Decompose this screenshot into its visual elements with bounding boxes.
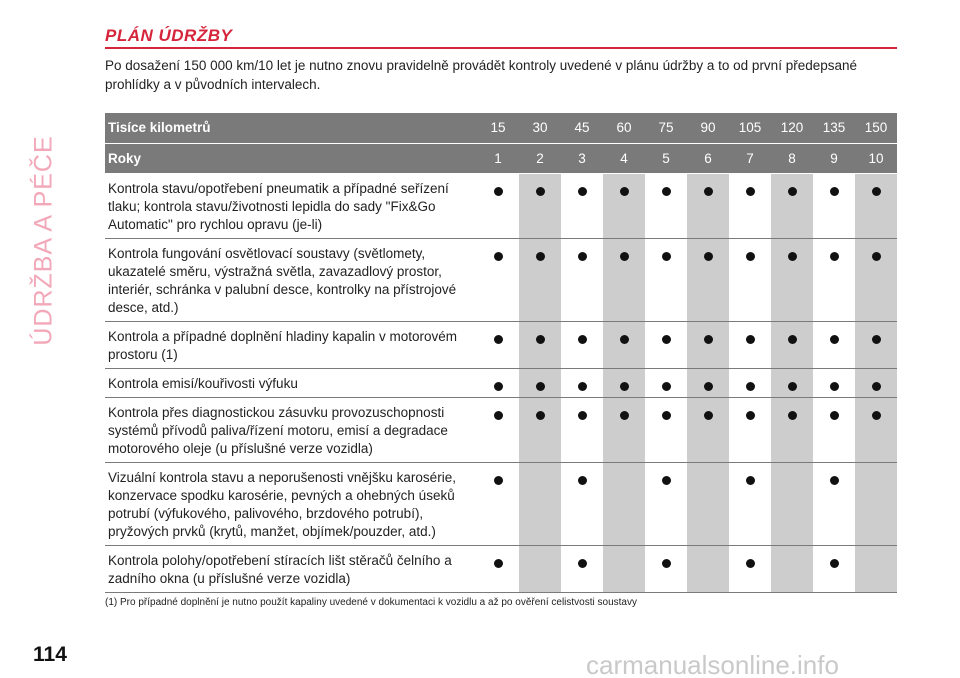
interval-cell [855,462,897,545]
table-row-label: Kontrola stavu/opotřebení pneumatik a případné seřízení tlaku; kontrola stavu/životnosti lepidla do sady "Fix&Go Automatic" pro rychlou opravu (je-li) [105,173,477,238]
interval-cell [729,397,771,462]
check-dot-icon [494,411,503,420]
check-dot-icon [830,382,839,391]
interval-cell [519,397,561,462]
header-row-years-cell: 2 [519,143,561,173]
interval-cell [645,545,687,592]
interval-cell [561,397,603,462]
check-dot-icon [830,335,839,344]
header-row-km-cell: 75 [645,113,687,143]
header-row-km [105,113,897,143]
header-row-years [105,143,897,173]
check-dot-icon [872,252,881,261]
interval-cell [729,545,771,592]
page-heading: PLÁN ÚDRŽBY [105,26,897,49]
check-dot-icon [872,187,881,196]
check-dot-icon [494,476,503,485]
header-row-years-label: Roky [105,143,477,173]
intro-paragraph: Po dosažení 150 000 km/10 let je nutno znovu pravidelně provádět kontroly uvedené v plánu údržby a to od první předepsané prohlídky a v původních intervalech. [105,58,858,92]
check-dot-icon [536,411,545,420]
check-dot-icon [746,382,755,391]
interval-cell [687,368,729,397]
interval-cell [603,321,645,368]
interval-cell [687,462,729,545]
check-dot-icon [536,382,545,391]
table-row [105,238,897,321]
interval-cell [729,321,771,368]
header-row-years-cell: 1 [477,143,519,173]
interval-cell [561,321,603,368]
check-dot-icon [830,476,839,485]
check-dot-icon [788,187,797,196]
header-row-years-cell: 10 [855,143,897,173]
header-row-km-cell: 45 [561,113,603,143]
check-dot-icon [620,411,629,420]
header-row-km-cell: 135 [813,113,855,143]
interval-cell [813,368,855,397]
check-dot-icon [494,382,503,391]
interval-cell [687,321,729,368]
interval-cell [603,397,645,462]
interval-cell [855,238,897,321]
interval-cell [561,462,603,545]
check-dot-icon [620,252,629,261]
table-row-label: Kontrola přes diagnostickou zásuvku provozuschopnosti systémů přívodů paliva/řízení motoru, emisí a degradace motorového oleje (u příslušné verze vozidla) [105,397,477,462]
table-row [105,545,897,592]
header-row-km-cell: 30 [519,113,561,143]
interval-cell [855,368,897,397]
interval-cell [519,462,561,545]
interval-cell [519,545,561,592]
side-section-title-text: ÚDRŽBA A PÉČE [29,134,58,346]
interval-cell [855,173,897,238]
interval-cell [477,397,519,462]
check-dot-icon [494,187,503,196]
table-row [105,462,897,545]
interval-cell [603,368,645,397]
check-dot-icon [704,252,713,261]
maintenance-plan-body [105,113,897,592]
interval-cell [855,321,897,368]
interval-cell [561,545,603,592]
interval-cell [813,545,855,592]
interval-cell [687,545,729,592]
check-dot-icon [536,335,545,344]
header-row-km-cell: 150 [855,113,897,143]
check-dot-icon [494,252,503,261]
check-dot-icon [830,187,839,196]
check-dot-icon [788,335,797,344]
check-dot-icon [872,411,881,420]
check-dot-icon [620,335,629,344]
check-dot-icon [662,382,671,391]
interval-cell [477,173,519,238]
interval-cell [519,173,561,238]
check-dot-icon [746,252,755,261]
check-dot-icon [746,335,755,344]
side-section-title [14,30,74,450]
interval-cell [771,462,813,545]
maintenance-plan-table [105,113,897,593]
header-row-km-cell: 120 [771,113,813,143]
header-row-years-cell: 3 [561,143,603,173]
interval-cell [645,321,687,368]
header-row-km-label: Tisíce kilometrů [105,113,477,143]
interval-cell [645,238,687,321]
table-footnote: (1) Pro případné doplnění je nutno použít kapaliny uvedené v dokumentaci k vozidlu a až po ověření celistvosti soustavy [105,596,637,608]
table-row-label: Kontrola polohy/opotřebení stíracích lišt stěračů čelního a zadního okna (u příslušné verze vozidla) [105,545,477,592]
interval-cell [855,545,897,592]
check-dot-icon [830,411,839,420]
header-row-km-cell: 60 [603,113,645,143]
interval-cell [645,462,687,545]
check-dot-icon [494,335,503,344]
header-row-years-cell: 8 [771,143,813,173]
check-dot-icon [620,187,629,196]
check-dot-icon [830,559,839,568]
interval-cell [561,368,603,397]
header-row-years-cell: 4 [603,143,645,173]
interval-cell [645,397,687,462]
interval-cell [771,545,813,592]
interval-cell [477,368,519,397]
check-dot-icon [578,252,587,261]
check-dot-icon [788,382,797,391]
check-dot-icon [578,559,587,568]
header-row-km-cell: 105 [729,113,771,143]
check-dot-icon [620,382,629,391]
interval-cell [771,368,813,397]
interval-cell [519,368,561,397]
interval-cell [477,462,519,545]
interval-cell [813,238,855,321]
table-row [105,397,897,462]
interval-cell [729,462,771,545]
header-row-years-cell: 5 [645,143,687,173]
check-dot-icon [578,411,587,420]
interval-cell [561,238,603,321]
interval-cell [603,173,645,238]
interval-cell [813,462,855,545]
check-dot-icon [872,335,881,344]
check-dot-icon [662,187,671,196]
check-dot-icon [704,187,713,196]
check-dot-icon [788,252,797,261]
check-dot-icon [662,335,671,344]
interval-cell [477,321,519,368]
interval-cell [687,397,729,462]
interval-cell [603,238,645,321]
check-dot-icon [704,335,713,344]
check-dot-icon [578,335,587,344]
interval-cell [729,173,771,238]
interval-cell [603,545,645,592]
table-row-label: Kontrola emisí/kouřivosti výfuku [105,368,477,397]
check-dot-icon [746,187,755,196]
page-number: 114 [33,643,67,666]
interval-cell [813,321,855,368]
interval-cell [519,238,561,321]
header-row-years-cell: 6 [687,143,729,173]
check-dot-icon [662,411,671,420]
table-row [105,368,897,397]
table-row [105,321,897,368]
header-row-years-cell: 9 [813,143,855,173]
watermark: carmanualsonline.info [586,650,839,678]
header-row-km-cell: 90 [687,113,729,143]
check-dot-icon [746,476,755,485]
header-row-km-cell: 15 [477,113,519,143]
table-row [105,173,897,238]
check-dot-icon [662,559,671,568]
interval-cell [813,397,855,462]
check-dot-icon [704,411,713,420]
interval-cell [687,238,729,321]
interval-cell [855,397,897,462]
interval-cell [477,545,519,592]
table-row-label: Vizuální kontrola stavu a neporušenosti vnějšku karosérie, konzervace spodku karosérie, pevných a ohebných úseků potrubí (výfukového, palivového, brzdového potrubí), pryžových prvků (krytů, manžet, objímek/pouzder, atd.) [105,462,477,545]
check-dot-icon [578,187,587,196]
check-dot-icon [578,476,587,485]
table-row-label: Kontrola a případné doplnění hladiny kapalin v motorovém prostoru (1) [105,321,477,368]
interval-cell [645,368,687,397]
interval-cell [561,173,603,238]
check-dot-icon [830,252,839,261]
interval-cell [645,173,687,238]
interval-cell [729,238,771,321]
check-dot-icon [578,382,587,391]
check-dot-icon [536,252,545,261]
interval-cell [771,321,813,368]
check-dot-icon [536,187,545,196]
interval-cell [603,462,645,545]
interval-cell [477,238,519,321]
check-dot-icon [494,559,503,568]
check-dot-icon [872,382,881,391]
header-row-years-cell: 7 [729,143,771,173]
interval-cell [771,397,813,462]
check-dot-icon [704,382,713,391]
interval-cell [813,173,855,238]
interval-cell [687,173,729,238]
interval-cell [729,368,771,397]
check-dot-icon [788,411,797,420]
table-row-label: Kontrola fungování osvětlovací soustavy (světlomety, ukazatelé směru, výstražná světla, zavazadlový prostor, interiér, schránka v palubní desce, kontrolky na přístrojové desce, atd.) [105,238,477,321]
check-dot-icon [662,476,671,485]
interval-cell [771,238,813,321]
check-dot-icon [746,559,755,568]
page-content [105,26,897,608]
interval-cell [519,321,561,368]
check-dot-icon [746,411,755,420]
interval-cell [771,173,813,238]
check-dot-icon [662,252,671,261]
